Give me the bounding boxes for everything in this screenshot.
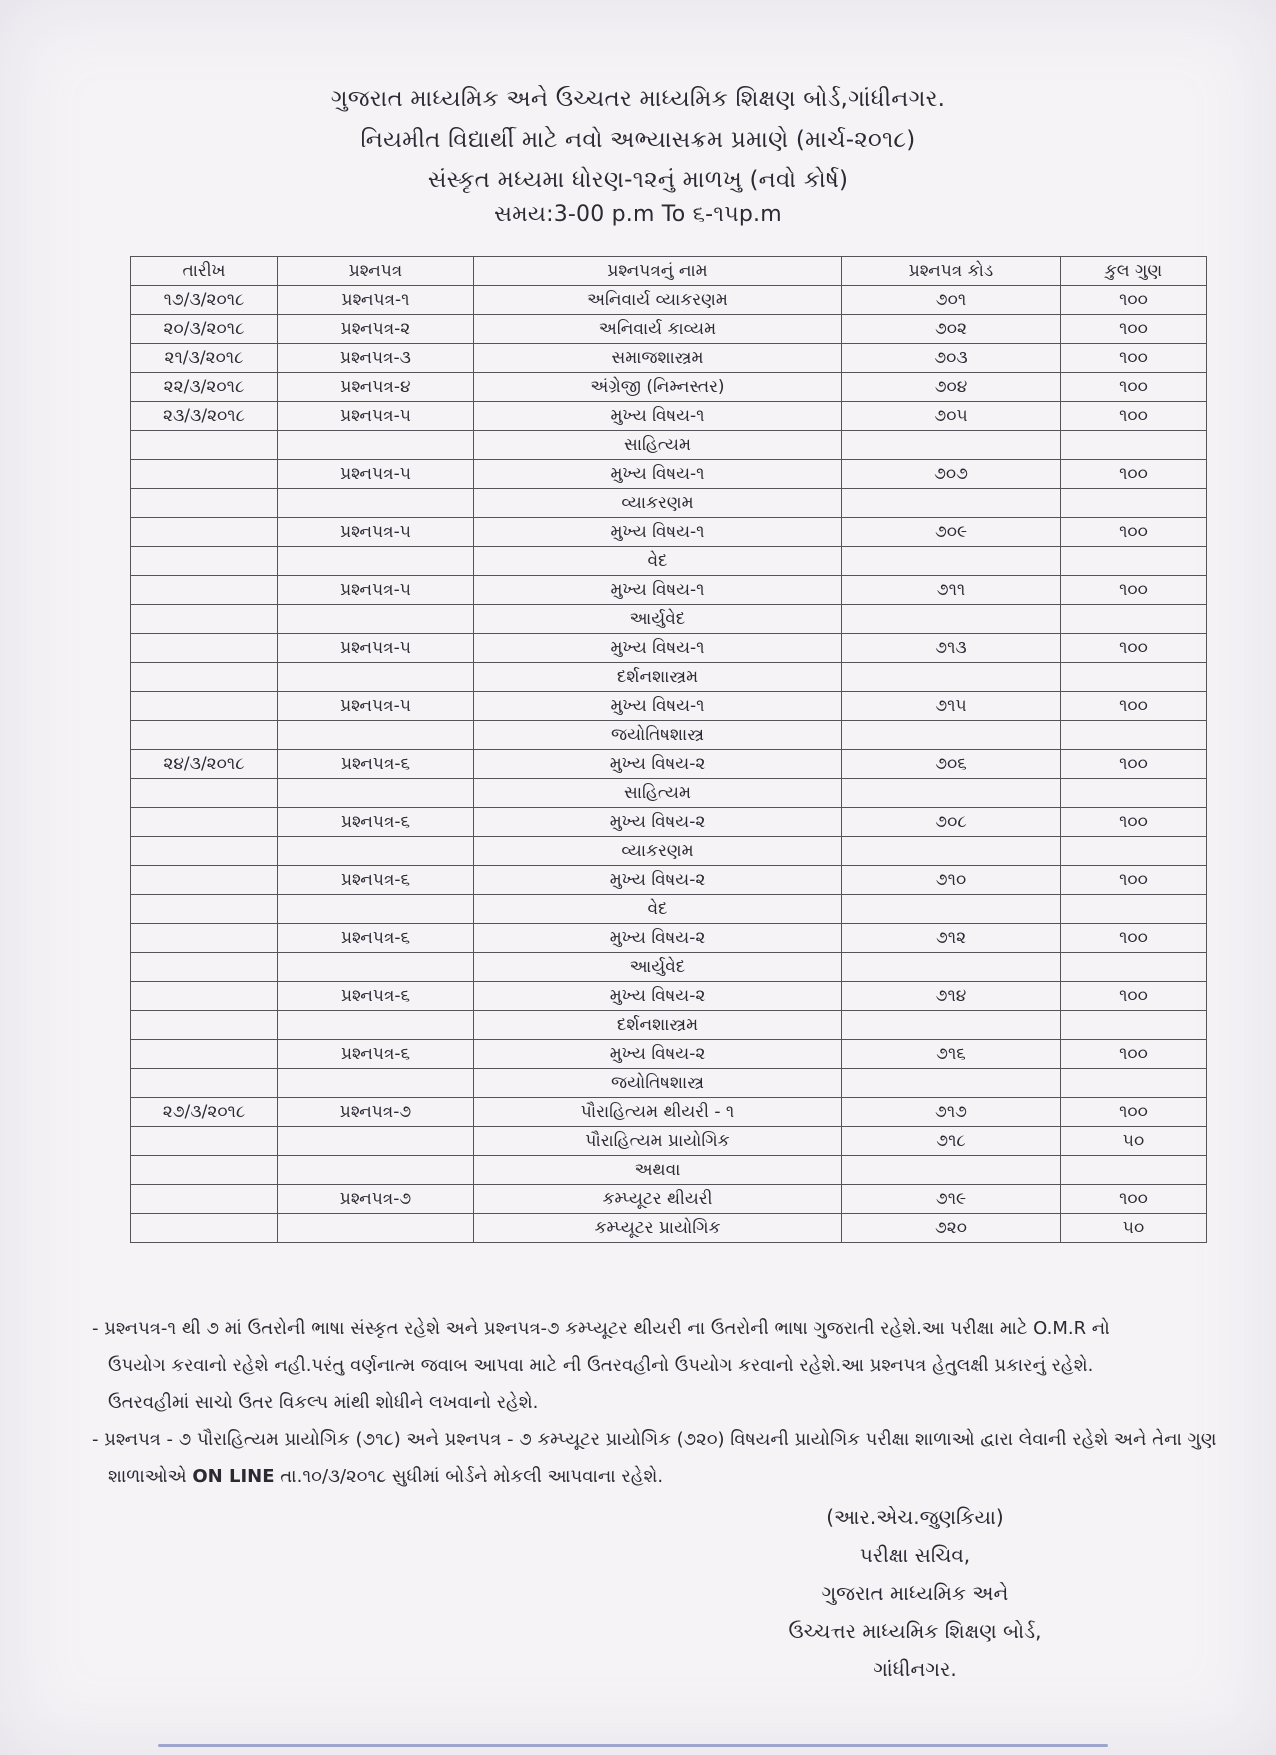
- table-row: [131, 315, 1207, 344]
- cell-total-marks: ૧૦૦: [1061, 692, 1207, 721]
- cell-total-marks: [1061, 837, 1207, 866]
- cell-paper-name: મુખ્ય વિષય-૨: [474, 750, 842, 779]
- table-row: [131, 895, 1207, 924]
- cell-paper-code: [842, 431, 1061, 460]
- cell-paper: પ્રશ્નપત્ર-૬: [278, 808, 474, 837]
- note-line: [92, 1458, 1202, 1495]
- cell-total-marks: ૧૦૦: [1061, 924, 1207, 953]
- cell-paper-name: દર્શનશાસ્ત્રમ: [474, 663, 842, 692]
- cell-paper-code: ૭૦૬: [842, 750, 1061, 779]
- cell-total-marks: ૧૦૦: [1061, 1040, 1207, 1069]
- cell-paper-code: ૭૧૧: [842, 576, 1061, 605]
- cell-paper: [278, 663, 474, 692]
- cell-paper-name: મુખ્ય વિષય-૧: [474, 402, 842, 431]
- col-header-paper: પ્રશ્નપત્ર: [278, 257, 474, 286]
- cell-total-marks: [1061, 721, 1207, 750]
- online-emphasis: ON LINE: [192, 1466, 275, 1487]
- cell-paper: [278, 605, 474, 634]
- cell-paper-name: કમ્પ્યૂટર પ્રાયોગિક: [474, 1214, 842, 1243]
- table-row: [131, 1127, 1207, 1156]
- cell-total-marks: ૧૦૦: [1061, 634, 1207, 663]
- table-row: [131, 344, 1207, 373]
- cell-paper-name: સાહિત્યમ: [474, 779, 842, 808]
- signatory-name: (આર.એચ.જુણકિયા): [826, 1505, 1004, 1529]
- table-row: [131, 286, 1207, 315]
- table-row: [131, 663, 1207, 692]
- cell-paper-code: ૭૦૩: [842, 344, 1061, 373]
- cell-paper-code: [842, 1156, 1061, 1185]
- cell-paper-code: [842, 895, 1061, 924]
- cell-paper: પ્રશ્નપત્ર-૫: [278, 634, 474, 663]
- table-row: [131, 721, 1207, 750]
- cell-date: [131, 721, 278, 750]
- cell-total-marks: ૧૦૦: [1061, 518, 1207, 547]
- cell-paper-code: [842, 605, 1061, 634]
- cell-date: ૨૧/૩/૨૦૧૮: [131, 344, 278, 373]
- cell-total-marks: ૧૦૦: [1061, 576, 1207, 605]
- cell-date: [131, 1156, 278, 1185]
- cell-paper-code: ૭૧૨: [842, 924, 1061, 953]
- cell-paper-name: મુખ્ય વિષય-૨: [474, 808, 842, 837]
- cell-date: [131, 895, 278, 924]
- cell-date: [131, 1185, 278, 1214]
- signatory-org-line2: ઉચ્ચત્તર માધ્યમિક શિક્ષણ બોર્ડ,: [788, 1619, 1042, 1643]
- note-line: - પ્રશ્નપત્ર-૧ થી ૭ માં ઉતરોની ભાષા સંસ્કૃત રહેશે અને પ્રશ્નપત્ર-૭ કમ્પ્યૂટર થીયરી ના ઉતરોની ભાષા ગુજરાતી રહેશે.આ પરીક્ષા માટે O.M.R નો: [92, 1318, 1110, 1339]
- cell-date: [131, 953, 278, 982]
- cell-paper: [278, 953, 474, 982]
- cell-date: [131, 808, 278, 837]
- table-row: [131, 373, 1207, 402]
- cell-paper-name: મુખ્ય વિષય-૧: [474, 692, 842, 721]
- cell-total-marks: ૧૦૦: [1061, 982, 1207, 1011]
- note-text: તા.૧૦/૩/૨૦૧૮ સુધીમાં બોર્ડને મોકલી આપવાના રહેશે.: [274, 1466, 664, 1487]
- cell-paper-code: ૭૧૭: [842, 1098, 1061, 1127]
- cell-paper-code: ૭૦૪: [842, 373, 1061, 402]
- cell-date: [131, 1011, 278, 1040]
- note-line: - પ્રશ્નપત્ર - ૭ પૌરાહિત્યમ પ્રાયોગિક (૭૧૮) અને પ્રશ્નપત્ર - ૭ કમ્પ્યૂટર પ્રાયોગિક (૭૨૦) વિષયની પ્રાયોગિક પરીક્ષા શાળાઓ દ્વારા લેવાની રહેશે અને તેના ગુણ: [92, 1429, 1217, 1450]
- table-row: [131, 924, 1207, 953]
- cell-paper: પ્રશ્નપત્ર-૬: [278, 924, 474, 953]
- cell-paper: પ્રશ્નપત્ર-૪: [278, 373, 474, 402]
- cell-paper-name: અનિવાર્ય વ્યાકરણમ: [474, 286, 842, 315]
- table-row: [131, 1040, 1207, 1069]
- cell-paper-name: વ્યાકરણમ: [474, 837, 842, 866]
- table-row: [131, 1185, 1207, 1214]
- cell-total-marks: [1061, 431, 1207, 460]
- signatory-designation: પરીક્ષા સચિવ,: [859, 1543, 971, 1567]
- exam-time: સમય:3-00 p.m To ૬-૧૫p.m: [494, 202, 782, 227]
- cell-date: [131, 982, 278, 1011]
- table-row: [131, 1069, 1207, 1098]
- cell-paper: પ્રશ્નપત્ર-૬: [278, 982, 474, 1011]
- cell-paper-name: વેદ: [474, 547, 842, 576]
- note-line: ઉપયોગ કરવાનો રહેશે નહી.પરંતુ વર્ણનાત્મ જવાબ આપવા માટે ની ઉતરવહીનો ઉપયોગ કરવાનો રહેશે.આ પ્રશ્નપત્ર હેતુલક્ષી પ્રકારનું રહેશે.: [108, 1355, 1094, 1376]
- cell-paper: [278, 1069, 474, 1098]
- cell-total-marks: [1061, 1156, 1207, 1185]
- cell-date: [131, 663, 278, 692]
- cell-paper-name: મુખ્ય વિષય-૨: [474, 1040, 842, 1069]
- timetable-body: [131, 286, 1207, 1243]
- cell-paper-name: મુખ્ય વિષય-૨: [474, 924, 842, 953]
- table-row: [131, 692, 1207, 721]
- cell-paper-code: [842, 1011, 1061, 1040]
- cell-paper-name: અંગ્રેજી (નિમ્નસ્તર): [474, 373, 842, 402]
- exam-timetable: [130, 256, 1207, 1243]
- cell-paper: પ્રશ્નપત્ર-૭: [278, 1185, 474, 1214]
- cell-paper: પ્રશ્નપત્ર-૬: [278, 1040, 474, 1069]
- cell-paper: પ્રશ્નપત્ર-૩: [278, 344, 474, 373]
- table-row: [131, 1098, 1207, 1127]
- cell-paper-name: મુખ્ય વિષય-૧: [474, 576, 842, 605]
- cell-paper-code: ૭૧૯: [842, 1185, 1061, 1214]
- table-row: [131, 779, 1207, 808]
- cell-date: ૨૨/૩/૨૦૧૮: [131, 373, 278, 402]
- cell-date: [131, 634, 278, 663]
- cell-paper-code: ૭૧૫: [842, 692, 1061, 721]
- cell-total-marks: [1061, 1069, 1207, 1098]
- cell-paper: પ્રશ્નપત્ર-૨: [278, 315, 474, 344]
- cell-paper-name: પૌરાહિત્યમ પ્રાયોગિક: [474, 1127, 842, 1156]
- table-row: [131, 866, 1207, 895]
- cell-paper: [278, 1214, 474, 1243]
- cell-date: [131, 431, 278, 460]
- cell-date: [131, 576, 278, 605]
- col-header-date: તારીખ: [131, 257, 278, 286]
- col-header-total-marks: કુલ ગુણ: [1061, 257, 1207, 286]
- cell-paper: પ્રશ્નપત્ર-૫: [278, 692, 474, 721]
- cell-paper: પ્રશ્નપત્ર-૭: [278, 1098, 474, 1127]
- cell-paper-name: મુખ્ય વિષય-૧: [474, 460, 842, 489]
- cell-total-marks: ૧૦૦: [1061, 286, 1207, 315]
- cell-total-marks: ૫૦: [1061, 1127, 1207, 1156]
- cell-date: ૧૭/૩/૨૦૧૮: [131, 286, 278, 315]
- cell-total-marks: [1061, 953, 1207, 982]
- cell-paper: પ્રશ્નપત્ર-૫: [278, 518, 474, 547]
- cell-paper-name: આર્યુવેદ: [474, 953, 842, 982]
- note-text: શાળાઓએ: [108, 1466, 193, 1487]
- cell-total-marks: ૧૦૦: [1061, 808, 1207, 837]
- table-header-row: [131, 257, 1207, 286]
- table-row: [131, 750, 1207, 779]
- table-row: [131, 1214, 1207, 1243]
- cell-date: [131, 518, 278, 547]
- cell-date: ૨૦/૩/૨૦૧૮: [131, 315, 278, 344]
- cell-paper-name: પૌરાહિત્યમ થીયરી - ૧: [474, 1098, 842, 1127]
- cell-paper: પ્રશ્નપત્ર-૫: [278, 460, 474, 489]
- table-row: [131, 547, 1207, 576]
- cell-paper-code: [842, 779, 1061, 808]
- cell-total-marks: [1061, 547, 1207, 576]
- cell-paper-code: [842, 663, 1061, 692]
- cell-paper: પ્રશ્નપત્ર-૫: [278, 402, 474, 431]
- cell-paper: પ્રશ્નપત્ર-૬: [278, 750, 474, 779]
- cell-paper-name: વેદ: [474, 895, 842, 924]
- table-row: [131, 605, 1207, 634]
- cell-paper-name: કમ્પ્યૂટર થીયરી: [474, 1185, 842, 1214]
- cell-date: [131, 605, 278, 634]
- cell-paper-name: વ્યાકરણમ: [474, 489, 842, 518]
- cell-date: [131, 489, 278, 518]
- cell-paper-code: ૭૦૭: [842, 460, 1061, 489]
- cell-paper: [278, 1011, 474, 1040]
- cell-paper-name: આર્યુવેદ: [474, 605, 842, 634]
- signatory-city: ગાંધીનગર.: [873, 1657, 957, 1681]
- cell-date: ૨૩/૩/૨૦૧૮: [131, 402, 278, 431]
- cell-paper-code: [842, 489, 1061, 518]
- cell-total-marks: ૧૦૦: [1061, 866, 1207, 895]
- cell-total-marks: [1061, 895, 1207, 924]
- cell-paper-name: મુખ્ય વિષય-૨: [474, 866, 842, 895]
- cell-paper-name: જયોતિષશાસ્ત્ર: [474, 721, 842, 750]
- cell-date: [131, 460, 278, 489]
- table-row: [131, 518, 1207, 547]
- cell-paper-name: દર્શનશાસ્ત્રમ: [474, 1011, 842, 1040]
- cell-total-marks: [1061, 1011, 1207, 1040]
- cell-paper: પ્રશ્નપત્ર-૬: [278, 866, 474, 895]
- cell-paper-code: [842, 547, 1061, 576]
- table-row: [131, 634, 1207, 663]
- cell-paper-code: ૭૦૧: [842, 286, 1061, 315]
- table-row: [131, 1011, 1207, 1040]
- cell-paper: પ્રશ્નપત્ર-૧: [278, 286, 474, 315]
- cell-paper-name: અનિવાર્ય કાવ્યમ: [474, 315, 842, 344]
- note-line: ઉતરવહીમાં સાચો ઉતર વિકલ્પ માંથી શોધીને લખવાનો રહેશે.: [108, 1392, 539, 1413]
- table-row: [131, 489, 1207, 518]
- cell-paper-code: ૭૧૪: [842, 982, 1061, 1011]
- cell-date: ૨૪/૩/૨૦૧૮: [131, 750, 278, 779]
- cell-date: [131, 779, 278, 808]
- cell-paper-code: [842, 1069, 1061, 1098]
- cell-paper: પ્રશ્નપત્ર-૫: [278, 576, 474, 605]
- cell-paper-code: [842, 953, 1061, 982]
- cell-paper-code: [842, 837, 1061, 866]
- notes-section: [92, 1310, 1217, 1495]
- cell-total-marks: ૧૦૦: [1061, 750, 1207, 779]
- cell-paper-name: જયોતિષશાસ્ત્ર: [474, 1069, 842, 1098]
- cell-paper-code: ૭૧૩: [842, 634, 1061, 663]
- cell-paper: [278, 721, 474, 750]
- cell-paper: [278, 1156, 474, 1185]
- cell-paper-code: ૭૦૨: [842, 315, 1061, 344]
- cell-date: [131, 692, 278, 721]
- cell-paper-code: ૭૦૯: [842, 518, 1061, 547]
- table-row: [131, 953, 1207, 982]
- cell-date: [131, 1127, 278, 1156]
- cell-total-marks: [1061, 489, 1207, 518]
- cell-total-marks: ૧૦૦: [1061, 402, 1207, 431]
- cell-paper-code: ૭૦૫: [842, 402, 1061, 431]
- cell-paper: [278, 895, 474, 924]
- cell-total-marks: ૧૦૦: [1061, 460, 1207, 489]
- table-row: [131, 982, 1207, 1011]
- cell-date: [131, 924, 278, 953]
- table-row: [131, 576, 1207, 605]
- cell-paper-code: ૭૦૮: [842, 808, 1061, 837]
- cell-paper-code: ૭૨૦: [842, 1214, 1061, 1243]
- cell-date: [131, 1040, 278, 1069]
- cell-paper-name: મુખ્ય વિષય-૧: [474, 518, 842, 547]
- cell-total-marks: ૧૦૦: [1061, 1098, 1207, 1127]
- subject-subtitle: સંસ્કૃત મધ્યમા ધોરણ-૧૨નું માળખુ (નવો કોર્ષ): [427, 167, 849, 193]
- cell-paper-name: મુખ્ય વિષય-૨: [474, 982, 842, 1011]
- cell-date: ૨૭/૩/૨૦૧૮: [131, 1098, 278, 1127]
- cell-date: [131, 1069, 278, 1098]
- table-row: [131, 837, 1207, 866]
- cell-paper-code: ૭૧૦: [842, 866, 1061, 895]
- col-header-paper-name: પ્રશ્નપત્રનું નામ: [474, 257, 842, 286]
- cell-paper: [278, 547, 474, 576]
- scan-artifact-line: [158, 1744, 1108, 1747]
- signatory-org-line1: ગુજરાત માધ્યમિક અને: [821, 1581, 1009, 1605]
- table-row: [131, 402, 1207, 431]
- table-row: [131, 808, 1207, 837]
- table-row: [131, 431, 1207, 460]
- signature-block: [732, 1498, 1098, 1688]
- cell-total-marks: ૧૦૦: [1061, 344, 1207, 373]
- cell-paper-name: મુખ્ય વિષય-૧: [474, 634, 842, 663]
- cell-paper: [278, 779, 474, 808]
- cell-total-marks: ૫૦: [1061, 1214, 1207, 1243]
- cell-paper: [278, 837, 474, 866]
- cell-paper-name: સમાજશાસ્ત્રમ: [474, 344, 842, 373]
- cell-total-marks: [1061, 605, 1207, 634]
- cell-paper-name: સાહિત્યમ: [474, 431, 842, 460]
- cell-total-marks: [1061, 663, 1207, 692]
- cell-date: [131, 866, 278, 895]
- cell-total-marks: ૧૦૦: [1061, 373, 1207, 402]
- cell-date: [131, 547, 278, 576]
- cell-paper: [278, 431, 474, 460]
- cell-paper-code: ૭૧૬: [842, 1040, 1061, 1069]
- cell-total-marks: ૧૦૦: [1061, 1185, 1207, 1214]
- cell-paper-code: [842, 721, 1061, 750]
- cell-total-marks: [1061, 779, 1207, 808]
- cell-paper-name: અથવા: [474, 1156, 842, 1185]
- scheme-subtitle: નિયમીત વિદ્યાર્થી માટે નવો અભ્યાસક્રમ પ્રમાણે (માર્ચ-૨૦૧૮): [360, 127, 916, 153]
- cell-paper: [278, 489, 474, 518]
- table-row: [131, 1156, 1207, 1185]
- cell-date: [131, 837, 278, 866]
- board-title: ગુજરાત માધ્યમિક અને ઉચ્ચતર માધ્યમિક શિક્ષણ બોર્ડ,ગાંધીનગર.: [330, 86, 946, 112]
- cell-paper: [278, 1127, 474, 1156]
- cell-paper-code: ૭૧૮: [842, 1127, 1061, 1156]
- col-header-paper-code: પ્રશ્નપત્ર કોડ: [842, 257, 1061, 286]
- table-row: [131, 460, 1207, 489]
- cell-date: [131, 1214, 278, 1243]
- cell-total-marks: ૧૦૦: [1061, 315, 1207, 344]
